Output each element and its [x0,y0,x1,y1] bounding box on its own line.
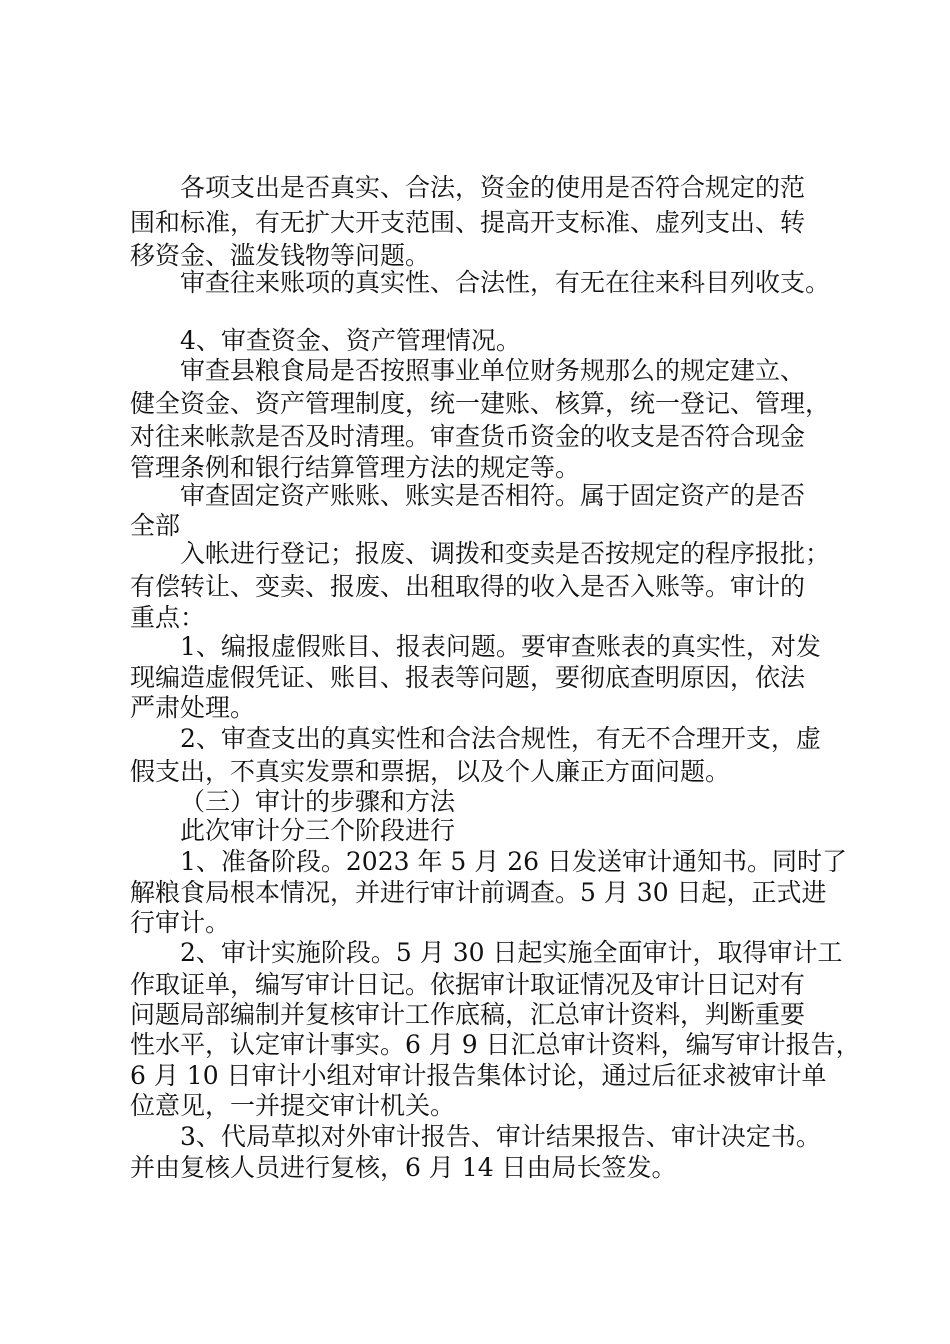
text-line: 作取证单，编写审计日记。依据审计取证情况及审计日记对有 [130,970,806,999]
text-line: 问题局部编制并复核审计工作底稿，汇总审计资料，判断重要 [130,1000,806,1029]
text-line: 有偿转让、变卖、报废、出租取得的收入是否入账等。审计的 [130,572,806,601]
text-line: 位意见，一并提交审计机关。 [130,1091,456,1120]
text-line: 并由复核人员进行复核，6 月 14 日由局长签发。 [130,1153,677,1182]
text-line: 审查固定资产账账、账实是否相符。属于固定资产的是否 [180,481,806,510]
text-line: 管理条例和银行结算管理方法的规定等。 [130,453,581,482]
text-line: 严肃处理。 [130,693,256,722]
text-line: 此次审计分三个阶段进行 [180,816,456,845]
text-line: 解粮食局根本情况，并进行审计前调查。5 月 30 日起，正式进 [130,878,827,907]
text-line: 假支出，不真实发票和票据，以及个人廉正方面问题。 [130,757,731,786]
text-line: 围和标准，有无扩大开支范围、提高开支标准、虚列支出、转 [130,208,806,237]
text-line: 1、准备阶段。2023 年 5 月 26 日发送审计通知书。同时了 [180,847,847,876]
text-line: 对往来帐款是否及时清理。审查货币资金的收支是否符合现金 [130,422,806,451]
text-line: 审查县粮食局是否按照事业单位财务规那么的规定建立、 [180,356,806,385]
text-line: 2、审计实施阶段。5 月 30 日起实施全面审计，取得审计工 [180,938,843,967]
text-line: 行审计。 [130,908,231,937]
text-line: 现编造虚假凭证、账目、报表等问题，要彻底查明原因，依法 [130,663,806,692]
subsection-heading: （三）审计的步骤和方法 [180,787,456,816]
text-line: 移资金、滥发钱物等问题。 [130,241,431,270]
text-line: 2、审查支出的真实性和合法合规性，有无不合理开支，虚 [180,724,821,753]
text-line: 全部 [130,511,181,540]
section-heading: 4、审查资金、资产管理情况。 [180,326,521,355]
text-line: 审查往来账项的真实性、合法性，有无在往来科目列收支。 [180,268,831,297]
text-line: 健全资金、资产管理制度，统一建账、核算，统一登记、管理， [130,389,831,418]
text-line: 6 月 10 日审计小组对审计报告集体讨论，通过后征求被审计单 [130,1061,827,1090]
text-line: 各项支出是否真实、合法，资金的使用是否符合规定的范 [180,173,806,202]
text-line: 性水平，认定审计事实。6 月 9 日汇总审计资料，编写审计报告， [130,1030,861,1059]
text-line: 3、代局草拟对外审计报告、审计结果报告、审计决定书。 [180,1122,821,1151]
text-line: 1、编报虚假账目、报表问题。要审查账表的真实性，对发 [180,632,821,661]
text-line: 入帐进行登记；报废、调拨和变卖是否按规定的程序报批； [180,539,831,568]
text-line: 重点： [130,603,206,632]
